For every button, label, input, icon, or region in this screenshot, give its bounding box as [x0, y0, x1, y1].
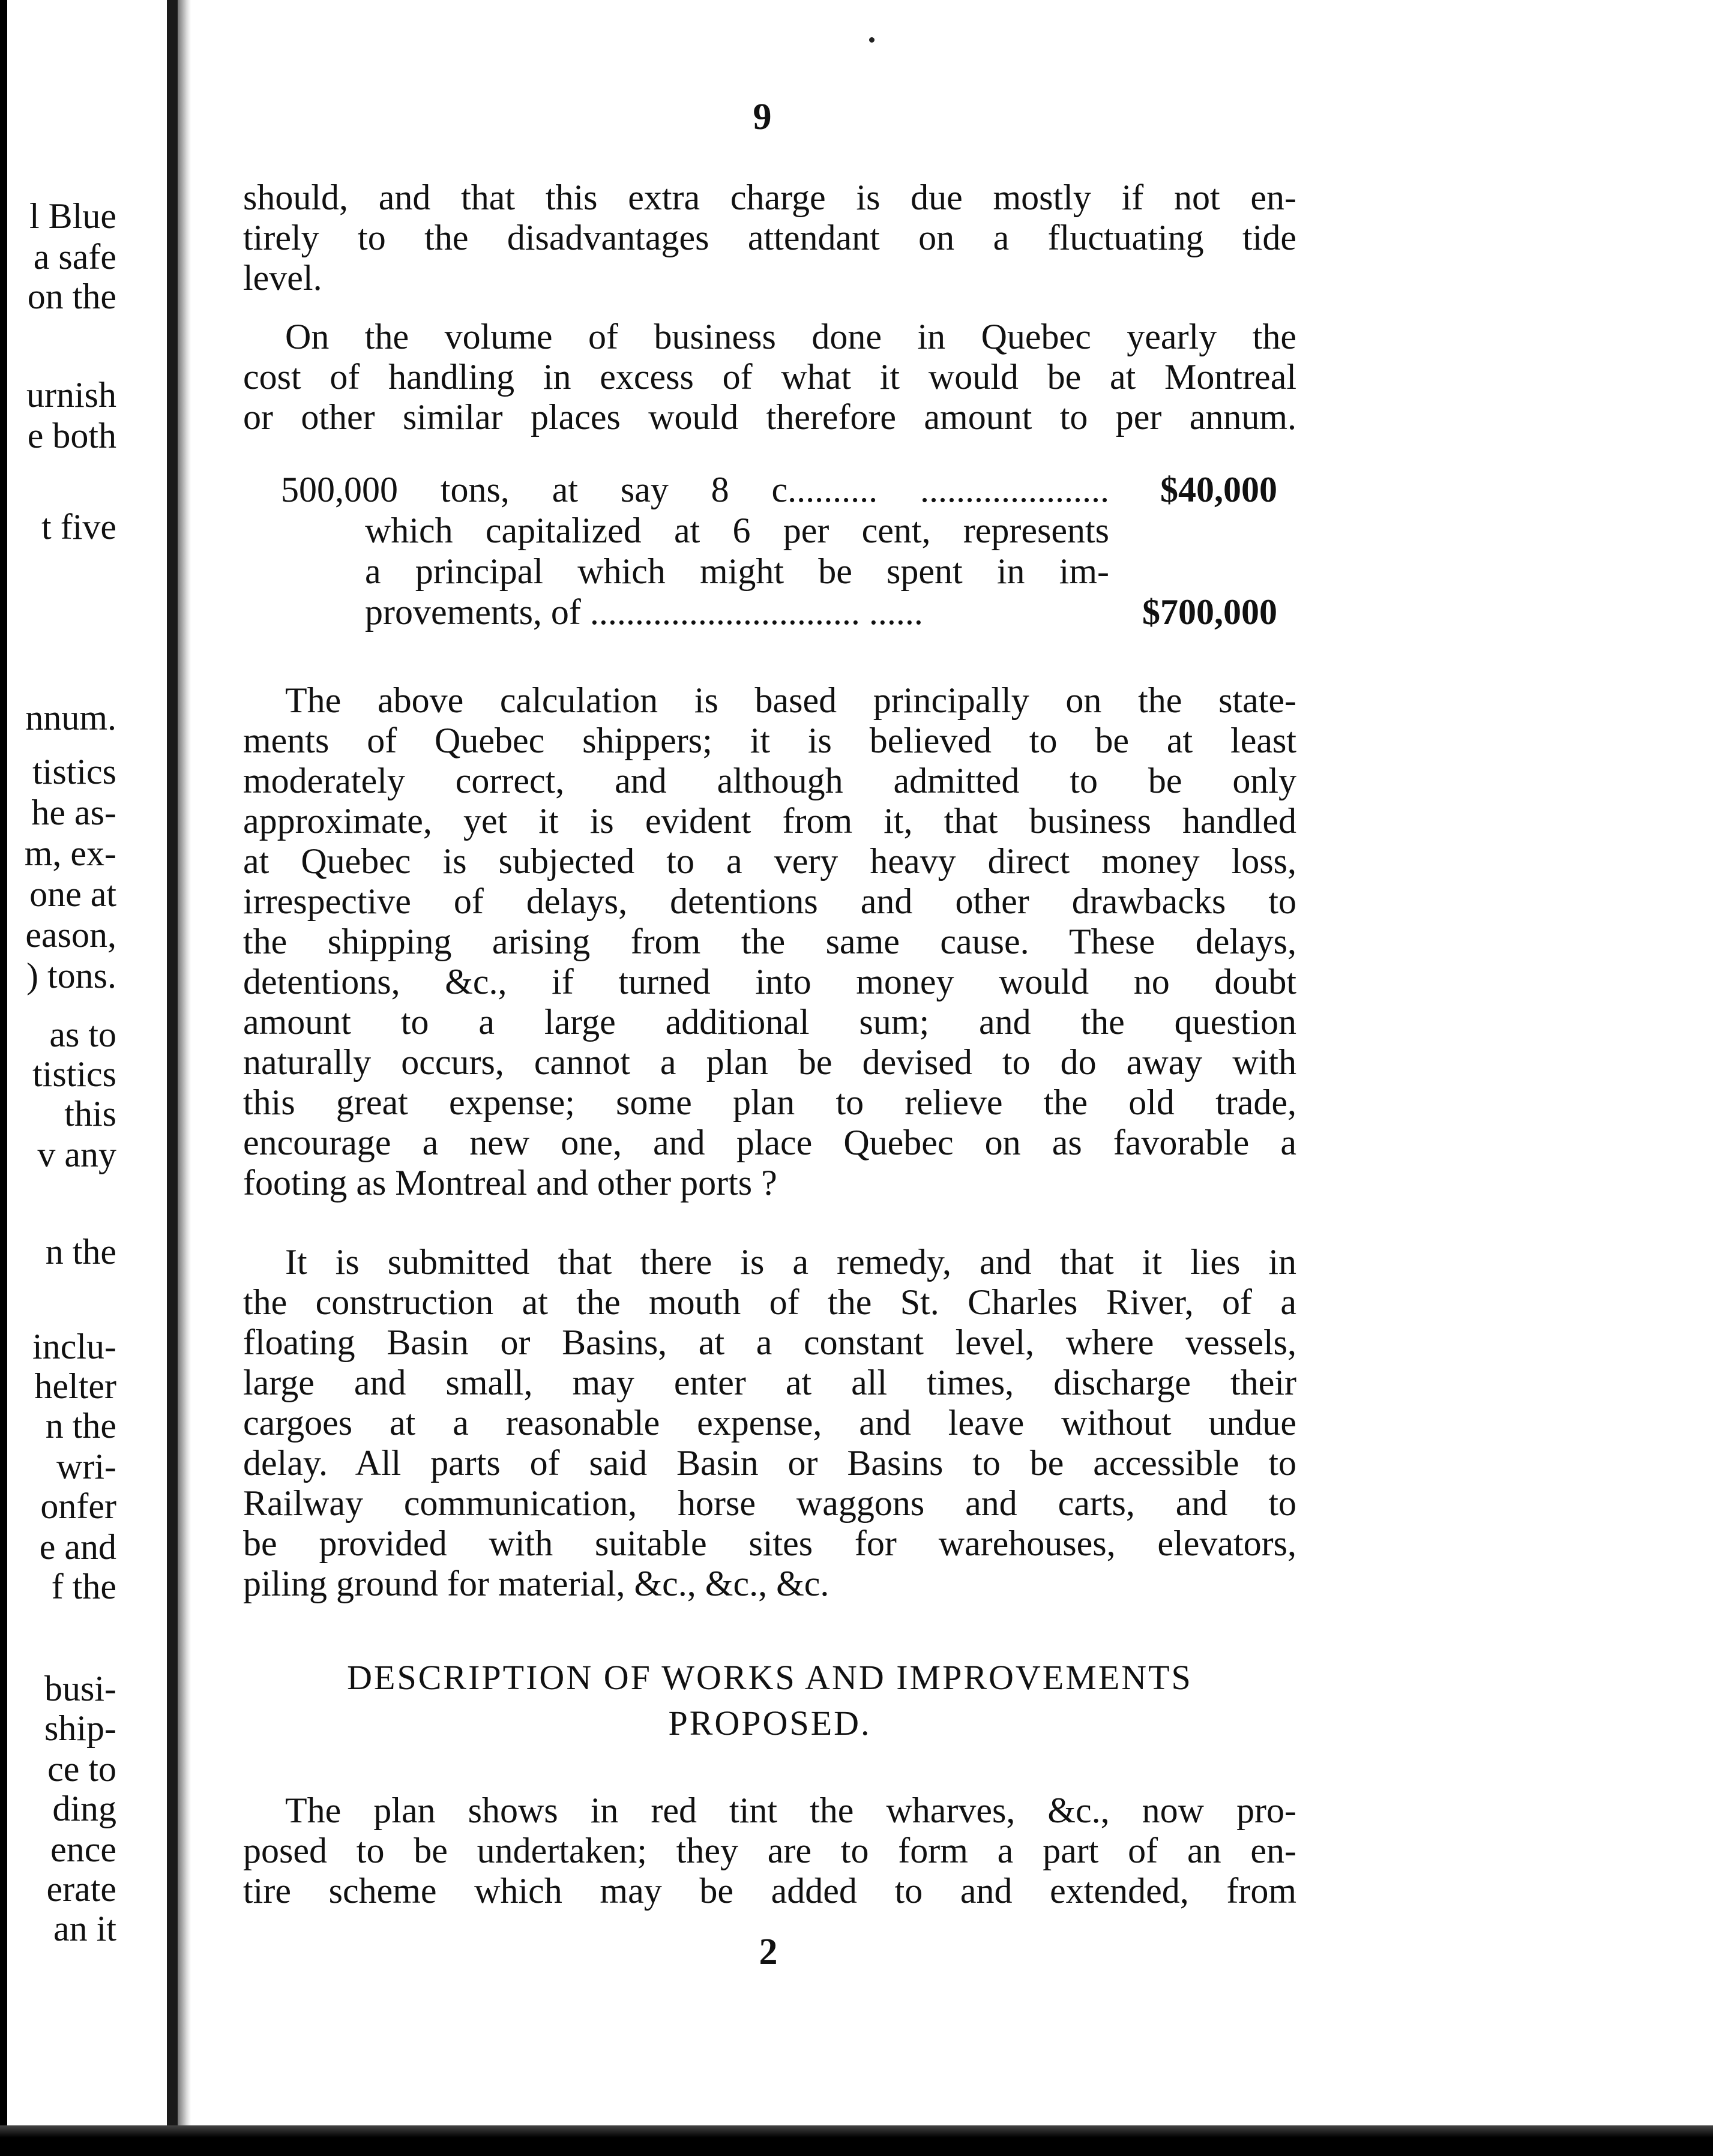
previous-page-line: tistics: [32, 1054, 116, 1094]
previous-page-line: inclu-: [32, 1327, 116, 1366]
previous-page-line: one at: [29, 874, 116, 914]
text-line: the construction at the mouth of the St. Charles River, of a: [243, 1282, 1296, 1322]
cost-description: 500,000 tons, at say 8 c.......... .....................: [281, 470, 1109, 509]
signature-mark: 2: [759, 1932, 778, 1972]
text-line: The plan shows in red tint the wharves, &c., now pro-: [285, 1791, 1296, 1830]
previous-page-line: e and: [39, 1527, 116, 1567]
text-line: be provided with suitable sites for warehouses, elevators,: [243, 1524, 1296, 1563]
section-heading-continuation: PROPOSED.: [668, 1704, 872, 1743]
paragraph-calculation: [243, 680, 1296, 1203]
scan-edge-bottom: [0, 2125, 1713, 2156]
page-number: 9: [753, 97, 772, 137]
previous-page-line: eason,: [25, 915, 116, 955]
previous-page-line: ding: [52, 1789, 116, 1828]
text-line: cost of handling in excess of what it would be at Montreal: [243, 357, 1296, 397]
previous-page-line: n the: [45, 1232, 116, 1272]
cost-table: [281, 469, 1277, 632]
text-line: large and small, may enter at all times, discharge their: [243, 1363, 1296, 1402]
previous-page-line: t five: [41, 507, 116, 547]
previous-page-line: tistics: [32, 752, 116, 791]
text-line: piling ground for material, &c., &c., &c.: [243, 1564, 829, 1603]
previous-page-line: he as-: [31, 793, 116, 832]
text-line: ments of Quebec shippers; it is believed to be at least: [243, 721, 1296, 760]
text-line: detentions, &c., if turned into money would no doubt: [243, 962, 1296, 1001]
previous-page-line: ence: [50, 1830, 116, 1869]
text-line: the shipping arising from the same cause. These delays,: [243, 922, 1296, 961]
previous-page-line: nnum.: [25, 698, 116, 737]
previous-page-line: n the: [45, 1406, 116, 1446]
text-line: On the volume of business done in Quebec yearly the: [285, 317, 1296, 356]
text-line: posed to be undertaken; they are to form a part of an en-: [243, 1831, 1296, 1870]
previous-page-line: v any: [37, 1135, 116, 1174]
previous-page-line: a safe: [33, 237, 116, 277]
previous-page-line: this: [64, 1094, 116, 1134]
previous-page-line: f the: [51, 1567, 116, 1606]
previous-page-line: erate: [46, 1869, 116, 1909]
paragraph-remedy: [243, 1242, 1296, 1604]
section-heading: DESCRIPTION OF WORKS AND IMPROVEMENTS: [347, 1658, 1193, 1697]
previous-page-line: ) tons.: [26, 956, 116, 995]
gutter-shadow: [178, 0, 191, 2156]
text-line: moderately correct, and although admitted to be only: [243, 761, 1296, 800]
text-line: irrespective of delays, detentions and other drawbacks to: [243, 881, 1296, 921]
text-line: tire scheme which may be added to and extended, from: [243, 1871, 1296, 1911]
text-line: level.: [243, 258, 322, 298]
text-line: The above calculation is based principally on the state-: [285, 680, 1296, 720]
cost-description: a principal which might be spent in im-: [365, 551, 1109, 591]
text-line: encourage a new one, and place Quebec on as favorable a: [243, 1123, 1296, 1162]
text-line: cargoes at a reasonable expense, and leave without undue: [243, 1403, 1296, 1443]
previous-page-line: an it: [53, 1909, 116, 1948]
previous-page-line: onfer: [40, 1486, 116, 1526]
ink-speck: [869, 37, 875, 43]
previous-page-line: as to: [49, 1015, 116, 1054]
previous-page-line: e both: [27, 416, 116, 455]
previous-page-line: l Blue: [29, 196, 116, 236]
scan-edge-left: [0, 0, 7, 2156]
text-line: It is submitted that there is a remedy, and that it lies in: [285, 1242, 1296, 1282]
cost-description: which capitalized at 6 per cent, represents: [365, 511, 1109, 550]
paragraph-plan: [243, 1791, 1296, 1911]
text-line: at Quebec is subjected to a very heavy direct money loss,: [243, 841, 1296, 881]
paragraph-continuation: [243, 178, 1296, 298]
previous-page-line: wri-: [56, 1447, 116, 1486]
text-line: amount to a large additional sum; and the question: [243, 1002, 1296, 1042]
cost-description: provements, of .............................. ......: [365, 592, 923, 632]
cost-row: [281, 469, 1277, 510]
capitalization-line: [281, 592, 1277, 632]
text-line: Railway communication, horse waggons and carts, and to: [243, 1483, 1296, 1523]
book-gutter: [167, 0, 178, 2156]
text-line: should, and that this extra charge is due mostly if not en-: [243, 178, 1296, 217]
text-line: tirely to the disadvantages attendant on a fluctuating tide: [243, 218, 1296, 257]
text-line: approximate, yet it is evident from it, that business handled: [243, 801, 1296, 841]
previous-page-line: busi-: [44, 1669, 116, 1708]
text-line: delay. All parts of said Basin or Basins to be accessible to: [243, 1443, 1296, 1483]
previous-page-line: on the: [27, 277, 116, 316]
text-line: floating Basin or Basins, at a constant level, where vessels,: [243, 1323, 1296, 1362]
text-line: footing as Montreal and other ports ?: [243, 1163, 777, 1203]
paragraph-volume: [243, 317, 1296, 437]
previous-page-line: helter: [34, 1366, 116, 1406]
capitalization-line: [281, 510, 1277, 551]
previous-page-line: ce to: [47, 1749, 116, 1789]
previous-page-line: urnish: [26, 375, 116, 415]
previous-page-line: ship-: [44, 1708, 116, 1748]
capitalized-amount: $700,000: [1142, 592, 1277, 632]
cost-amount: $40,000: [1160, 470, 1277, 509]
text-line: naturally occurs, cannot a plan be devised to do away with: [243, 1042, 1296, 1082]
text-line: or other similar places would therefore amount to per annum.: [243, 397, 1296, 437]
previous-page-line: m, ex-: [24, 833, 116, 873]
text-line: this great expense; some plan to relieve the old trade,: [243, 1083, 1296, 1122]
capitalization-line: [281, 551, 1277, 592]
